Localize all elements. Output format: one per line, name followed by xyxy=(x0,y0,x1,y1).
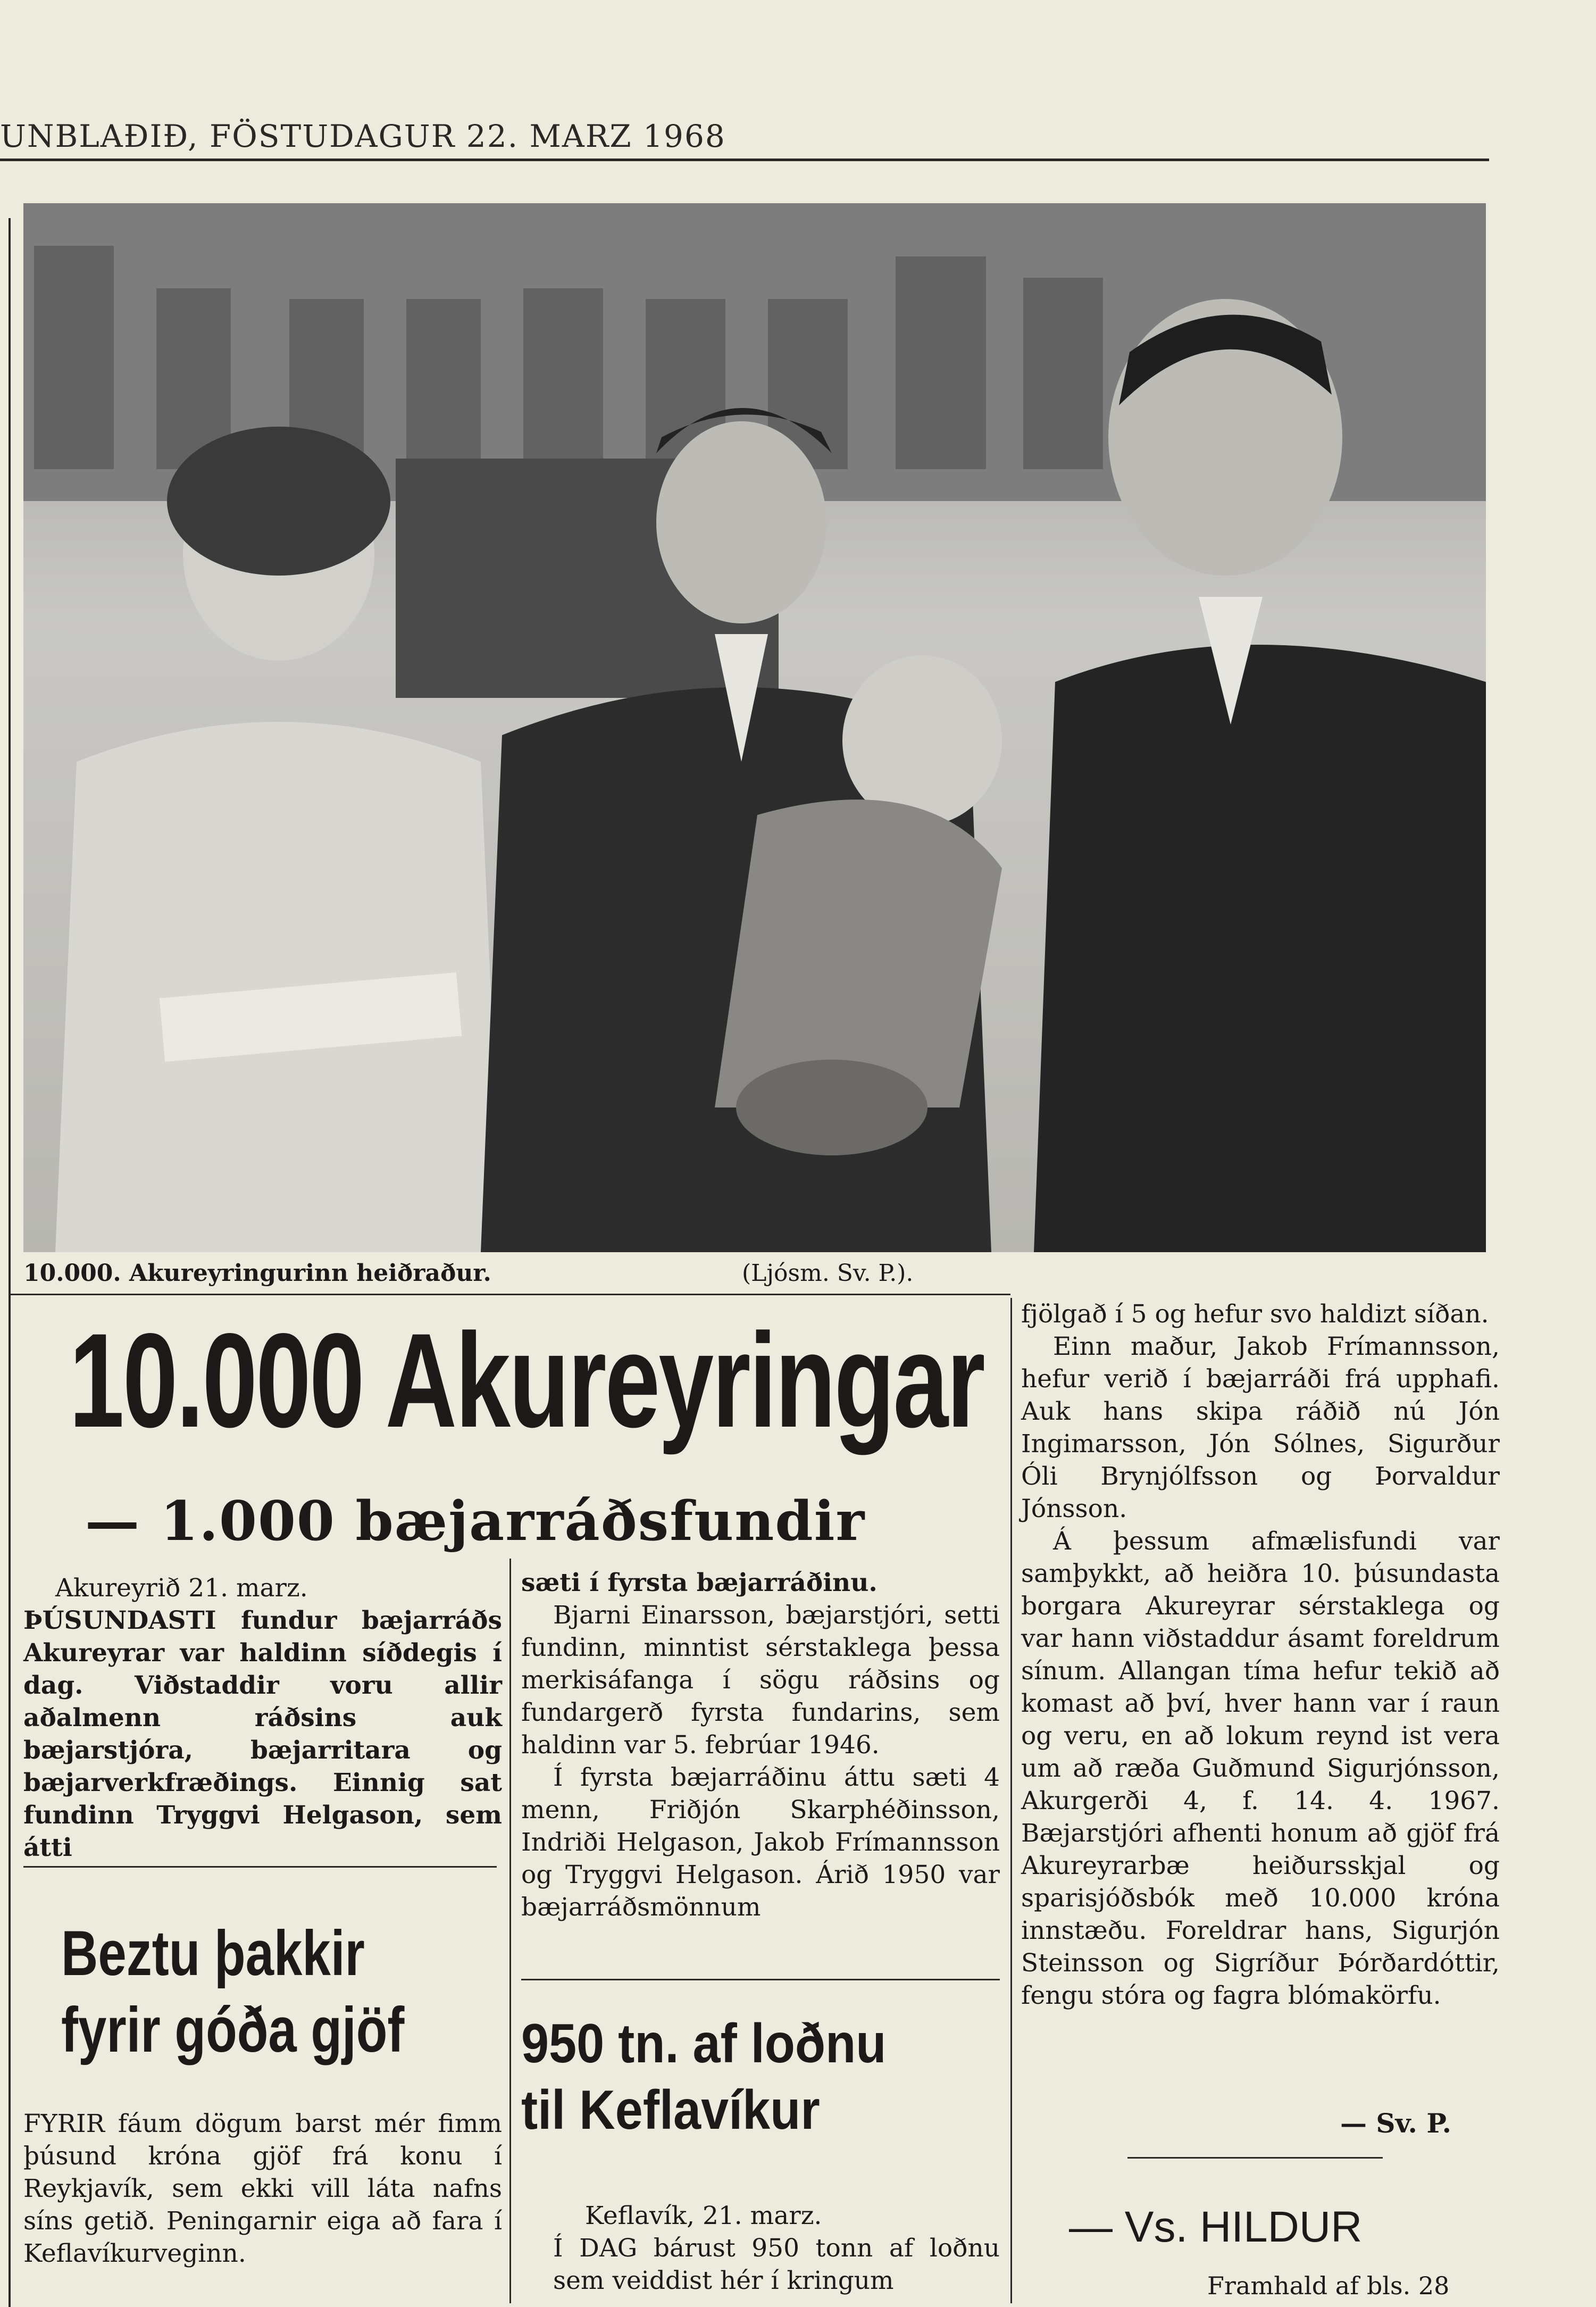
article-lead: ÞÚSUNDASTI fundur bæjarráðs Akureyrar var haldinn síðdegis í dag. Viðstaddir voru allir aðalmenn ráðsins auk bæjarstjóra, bæjarritara og bæjarverkfræðings. Einnig sat fundinn Tryggvi Helgason, sem átti xyxy=(23,1606,502,1862)
article-column-2 xyxy=(521,1567,1000,1923)
continued-note: Framhald af bls. 28 xyxy=(1207,2271,1450,2300)
paragraph: Á þessum afmælisfundi var samþykkt, að heiðra 10. þúsundasta borgara Akureyrar sérstaklega og var hann viðstaddur ásamt foreldrum sínum. Allangan tíma hefur tekið að komast að því, hver hann var í raun og veru, en að lokum reynd ist vera um að ræða Guðmund Sigurjónsson, Akurgerði 4, f. 14. 4. 1967. Bæjarstjóri afhenti honum að gjöf frá Akureyrarbæ heiðursskjal og sparisjóðsbók með 10.000 króna innstæðu. Foreldrar hans, Sigurjón Steinsson og Sigríður Þórðardóttir, fengu stóra og fagra blómakörfu. xyxy=(1021,1527,1500,2010)
paragraph: Í DAG bárust 950 tonn af loðnu sem veiddist hér í kringum xyxy=(553,2234,1000,2295)
headline: 10.000 Akureyringar xyxy=(69,1306,984,1455)
masthead-rule xyxy=(0,159,1489,161)
section-rule xyxy=(23,1866,497,1868)
box-headline xyxy=(61,1915,404,2068)
paragraph: fjölgað í 5 og hefur svo haldizt síðan. xyxy=(1021,1300,1489,1329)
box-headline: — Vs. HILDUR xyxy=(1069,2203,1363,2251)
box-headline-line: fyrir góða gjöf xyxy=(61,1994,405,2066)
lead-continuation: sæti í fyrsta bæjarráðinu. xyxy=(521,1568,878,1597)
dateline: Akureyrið 21. marz. xyxy=(55,1573,308,1603)
box-text xyxy=(553,2200,1000,2297)
photo-caption: 10.000. Akureyringurinn heiðraður. xyxy=(23,1260,491,1287)
article-column-3 xyxy=(1021,1298,1500,2012)
subhead: — 1.000 bæjarráðsfundir xyxy=(85,1489,866,1553)
column-divider xyxy=(1010,1298,1012,2303)
box-headline xyxy=(521,2011,886,2144)
photo-credit: (Ljósm. Sv. P.). xyxy=(742,1260,914,1287)
article-column-1 xyxy=(23,1572,502,1864)
paragraph: Í fyrsta bæjarráðinu áttu sæti 4 menn, Friðjón Skarphéðinsson, Indriði Helgason, Jakob Frímannsson og Tryggvi Helgason. Árið 1950 var bæjarráðsmönnum xyxy=(521,1763,1000,1922)
caption-rule xyxy=(11,1294,1010,1295)
box-headline-line: til Keflavíkur xyxy=(521,2079,820,2141)
box-text: FYRIR fáum dögum barst mér fimm þúsund króna gjöf frá konu í Reykjavík, sem ekki vill láta nafns síns getið. Peningarnir eiga að fara í Keflavíkurveginn. xyxy=(23,2109,502,2268)
photo-illustration xyxy=(23,203,1486,1252)
box-headline-line: Beztu þakkir xyxy=(61,1918,365,1989)
news-photo xyxy=(23,203,1486,1252)
box-headline-line: 950 tn. af loðnu xyxy=(521,2013,887,2075)
left-column-rule xyxy=(9,218,11,2307)
paragraph: Bjarni Einarsson, bæjarstjóri, setti fundinn, minntist sérstaklega þessa merkisáfanga í sögu ráðsins og fundargerð fyrsta fundarins, sem haldinn var 5. febrúar 1946. xyxy=(521,1601,1000,1760)
dateline: Keflavík, 21. marz. xyxy=(585,2201,822,2230)
column-divider xyxy=(509,1559,511,2303)
signoff: — Sv. P. xyxy=(1340,2108,1452,2139)
paragraph: Einn maður, Jakob Frímannsson, hefur verið í bæjarráði frá upphafi. Auk hans skipa ráðið nú Jón Ingimarsson, Jón Sólnes, Sigurður Óli Brynjólfsson og Þorvaldur Jónsson. xyxy=(1021,1332,1500,1523)
masthead: UNBLAÐIÐ, FÖSTUDAGUR 22. MARZ 1968 xyxy=(0,118,726,154)
ornament-rule xyxy=(1127,2157,1383,2159)
section-rule xyxy=(521,1979,1000,1980)
